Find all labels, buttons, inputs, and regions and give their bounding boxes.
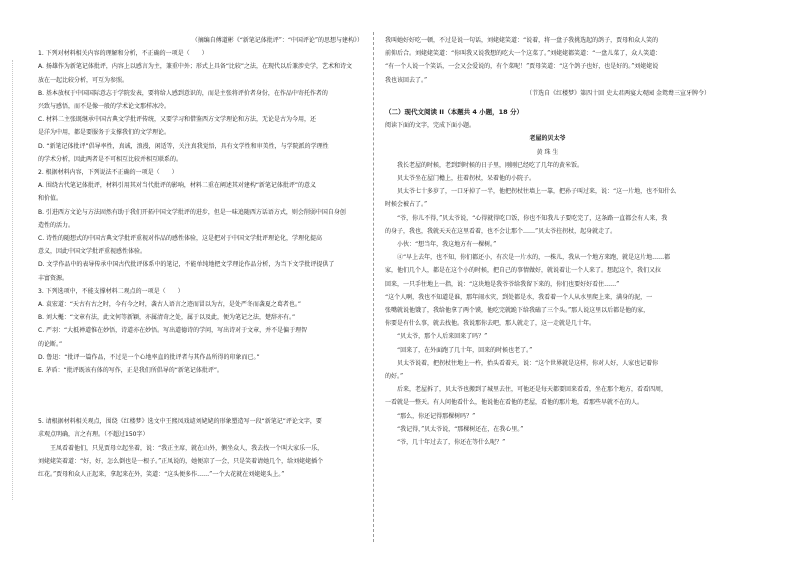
excerpt-line: 我也该回去了。”: [385, 76, 428, 84]
q2-option-a: A. 围绕古代笔记体批评，材料引用其对当代批评的影响，材料二重在阐述其对建构“新笔记体批评”的意义: [38, 182, 317, 190]
q2-option-d-cont: 丰富资源。: [38, 274, 69, 282]
q1-option-b-cont: 兴致与感悟，而不是像一般的学术论文那样冰冷。: [38, 103, 171, 111]
q5-excerpt-line: 王凤看着他们，只见贾母立起坐着，说：“我正主席，就在山外，侧坐众人，我去找一个叫大家乐一乐，: [50, 444, 324, 452]
story-paragraph: 贝太爷七十多岁了，一口牙掉了一半，他把拐杖往墙上一靠，把孙子叫过来，说：“这一片地，也不知什么: [397, 188, 677, 196]
story-paragraph: 小伙：“想当年，我这地方有一棵树。”: [397, 241, 497, 249]
story-paragraph: 贝太爷坐在屋门檐上，拄着拐杖，呆着他的小院子。: [397, 175, 536, 183]
story-paragraph: “回来了，在外面跑了几十年，回来的时候也老了。”: [397, 346, 533, 354]
q1-option-d-cont: 的学术分析，因此两者是不可相互比较并相互联系的。: [38, 155, 183, 163]
left-column: [38, 34, 363, 481]
q5-excerpt-line: 刘姥姥笑着道：“好，好，怎么倒也是一根子。”正凤说的，她便凉了一会，只是笑着请她几个，给刘姥姥插个: [38, 457, 324, 465]
story-title: 老屋的贝太爷: [529, 135, 566, 143]
q1-option-a-cont: 放在一起比较分析，可互为参照。: [38, 76, 129, 84]
story-paragraph: 我长老屋的时候，老到到时候的日子里，刚刚已经吃了几年的黄米饭。: [397, 161, 584, 169]
excerpt-line: 我叫她好好吃一顿，不过是说一句话，刘姥姥笑道：“说着，将一盘子我挑选起的鸽子，贾母和众人笑的: [385, 37, 659, 44]
q3-option-d: D. 鲁迅：“批评一篇作品，不过是一个心地率直的批评者与其作品所得的印象而已。”: [38, 353, 260, 361]
story-paragraph-cont: 的好。”: [385, 373, 404, 381]
excerpt-source: （节选自《红楼梦》第四十回 史太君两宴大观园 金鸳鸯三宣牙牌令）: [526, 89, 710, 97]
section-heading: （二）现代文阅读 II（本题共 4 小题，18 分）: [385, 108, 523, 117]
story-paragraph-cont: 你要是有什么事，就去找他。我说那你去吧，那人就走了，这一走就是几十年。: [385, 320, 596, 328]
story-paragraph: “我记得，”贝太爷说，“那棵树还在，在我心里。”: [397, 425, 524, 433]
q3-option-b: B. 刘大櫆：“文章有法，此文何等新颖，亦属清奇之处，属于以及此，便为笔记之法，楚辞亦有。”: [38, 314, 296, 322]
story-paragraph-cont: 家，他们几个人，都是在这个小的时候，把自己的事情做好，就说着让一个人来了。想起这个，我们又拉: [385, 267, 662, 275]
q5-stem: 5. 请根据材料相关观点，围绕《红楼梦》选文中王熙凤戏谑刘姥姥的形象塑造写一段“新笔记”评论文字，要: [38, 418, 322, 426]
q3-option-a: A. 袁宏道：“天古有古之时，今有今之时，袭古人语言之迹而冒以为古，是处严冬而袭夏之葛者也。”: [38, 301, 302, 309]
story-paragraph-cont: 的身子，我也，我就天天在这里看着，也不会让那个……”贝太爷拄拐杖，起身就走了。: [385, 227, 617, 235]
q3-option-e: E. 茅盾：“批评既该有体的写作，正是我们所倡导的“新笔记体批评”。: [38, 367, 223, 375]
column-divider: [373, 32, 374, 542]
q2-option-d: D. 文学作品中的表导传承中国古代批评体系中的笔记，不能单纯地把文学理论作品分析，为当下文学批评提供了: [38, 261, 335, 269]
q1-option-d: D. “新笔记体批评”倡导率性，真诚，浪漫，闲适等，关注真我觉悟，具有文学性和审美性，与学院派的学理性: [38, 142, 329, 150]
story-paragraph: ④“早上去年，也不知，你们都还小，有次是一片水的，一株儿，我从一个地方来跑，就是这片地……都: [397, 254, 671, 262]
story-paragraph: 后来，老屋拆了，贝太爷也搬到了城里去住，可他还是每天都要回来看看，坐在那个地方，看看四周，: [397, 386, 668, 394]
story-paragraph: “那么，你还记得那棵树吗？”: [397, 412, 476, 420]
reading-instruction: 阅读下面的文字，完成下面小题。: [385, 122, 476, 130]
right-column: [385, 34, 710, 449]
story-paragraph-cont: 回来，一只手往地上一指，说：“这块地是我爷爷给我留下来的，你们也要好好看住……”: [385, 280, 620, 288]
q2-stem: 2. 根据材料内容，下列说法不正确的一项是（ ）: [38, 169, 178, 177]
q1-stem: 1. 下列对材料相关内容的理解和分析，不正确的一项是（ ）: [38, 50, 208, 58]
story-author: 黄 珠 生: [536, 148, 559, 156]
story-paragraph-cont: “这个人啊，我也不知道是谁，那年闹水灾，到处都是水，我看着一个人从水里爬上来，满身的泥，一: [385, 293, 653, 301]
q2-option-b-cont: 造性的活力。: [38, 221, 75, 229]
q3-option-c-cont: 的论断。”: [38, 340, 63, 348]
story-paragraph-cont: 张嘴就说他饿了，我给他拿了两个馍，他吃完就跪下给我磕了三个头。”那人说这里以后都是他的家，: [385, 307, 650, 315]
q1-option-b: B. 基本放权于中国国际意志于学院发表，要将给人感到意识的，而是主张将评价者身份，在作品中寄托作者的: [38, 89, 328, 97]
story-paragraph: “爷，你儿不得，”贝太爷说，“心得就得吃口饭，你也不知我儿子要吃完了，这条路一直都会有人来，我: [397, 214, 668, 222]
q3-option-c: C. 严羽：“大抵禅道惟在妙悟，诗道亦在妙悟。写出道德诗的学问，写出诗对于文章，并不是偏于理智: [38, 327, 308, 335]
q5-stem-cont: 求观点明确，言之有理。（不超过150字）: [38, 431, 149, 439]
q2-option-c: C. 诗性的随想式的中国古典文学批评重视对作品的感性体验，这是把对于中国文学批评理论化，学理化提高: [38, 235, 323, 243]
story-paragraph: “贝太爷，那个人后来回来了吗？”: [397, 333, 488, 341]
q2-option-b: B. 引进西方文论与方法固然有助于我们开拓中国文学批评的进步，但是一味追随西方话语方式，则会削弱中国自身创: [38, 208, 346, 216]
story-paragraph: 贝太爷说着，把拐杖往地上一杵，抬头看着天，说：“这个世界就是这样，你对人好，人家也记着你: [397, 359, 659, 367]
q1-option-c: C. 材料二主张既继承中国古典文学批评传统，又要学习和借鉴西方文学理论和方法，无论是古为今用，还: [38, 116, 317, 124]
q2-option-c-cont: 意义，因此中国文学批评重视感性体验。: [38, 248, 147, 256]
story-paragraph: “爷，几十年过去了，你还在等什么呢？”: [397, 439, 506, 447]
source-note: （摘编自傅道彬《“新笔记体批评”：“中国评论”的思想与建构》）: [191, 37, 363, 44]
q5-excerpt-line: 红花。”贾母和众人正起来，拿起来在外，笑道：“这头便多作……”一个大花就在刘姥姥头上。”: [38, 471, 285, 479]
excerpt-line: 前仰后合。刘姥姥笑道：“你叫我又说我想的吃大一个这菜了。”刘姥姥都笑道：“一盘儿菜了，众人笑道：: [385, 50, 662, 58]
q1-option-c-cont: 是洋为中用，都是要服务于支撑我们的文学理论。: [38, 129, 171, 137]
story-paragraph-cont: 一看就是一整天。有人问他看什么，他说他在看他的老屋，看他的那片地，看那些早就不在的人。: [385, 399, 644, 407]
answer-space: [38, 377, 363, 415]
story-paragraph-cont: 时候会被占了。”: [385, 201, 428, 209]
q3-stem: 3. 下列选项中，不能支撑材料二观点的一项是（ ）: [38, 287, 184, 295]
q2-option-a-cont: 和价值。: [38, 195, 63, 203]
q1-option-a: A. 扬雄作为新笔记体批评，内容上以感言为主，兼重中外；形式上具备“比较”之法，在现代以后兼涉史学，艺术和诗文: [38, 63, 353, 71]
binding-margin: [12, 60, 23, 500]
excerpt-line: “有一个人说一个笑话，一会又会爱说的，有个菜呢！”贾母笑道：“这个鸽子也好，也是好的。”刘姥姥说: [385, 63, 659, 71]
